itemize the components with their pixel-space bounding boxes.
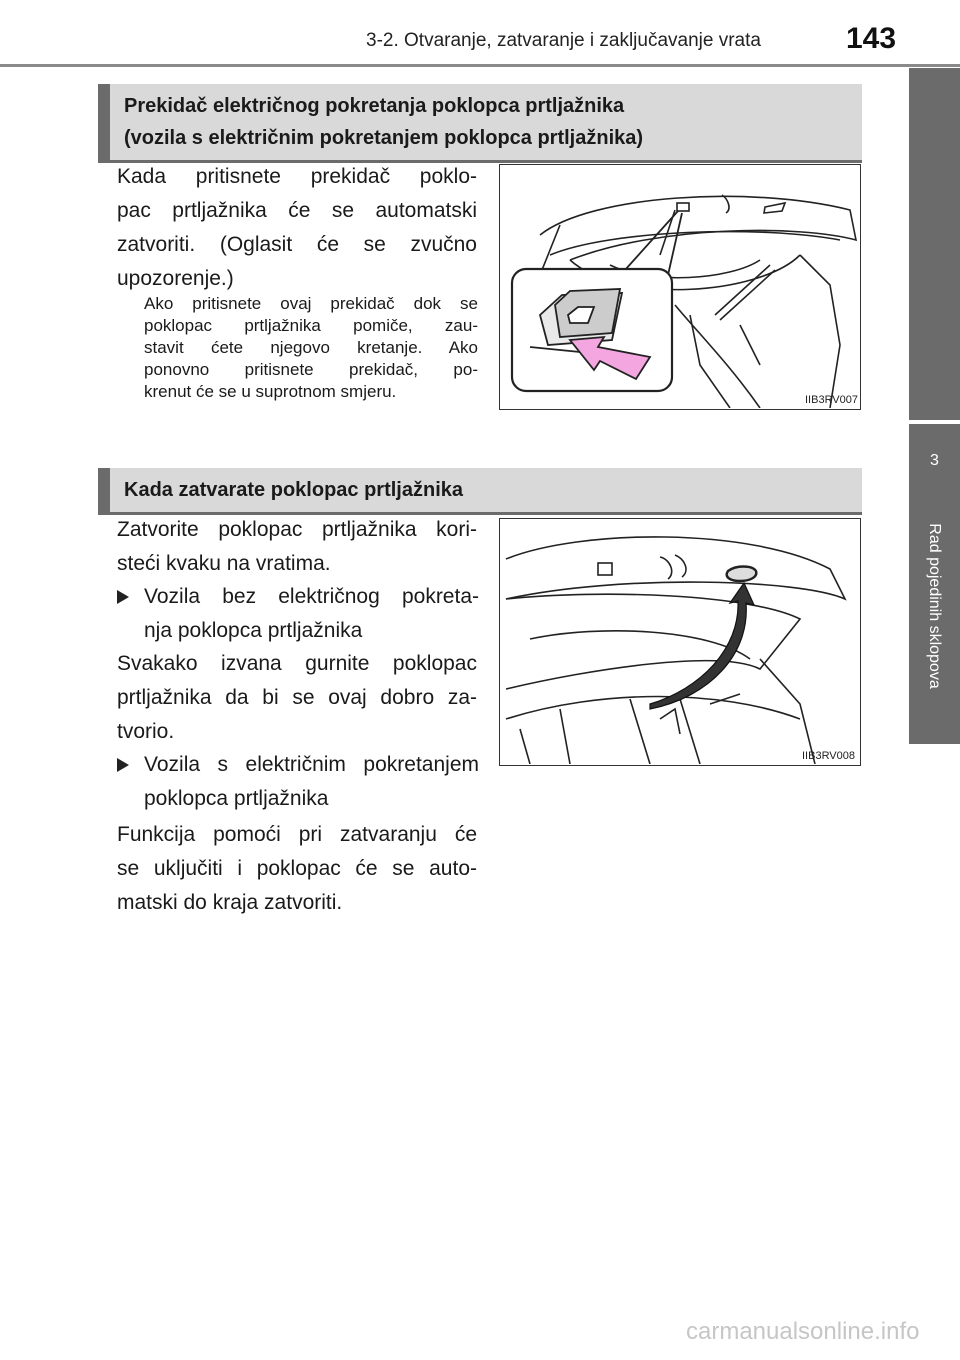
power-switch-note xyxy=(144,293,478,403)
watermark: carmanualsonline.info xyxy=(686,1318,920,1345)
paragraph-line: matski do kraja zatvoriti. xyxy=(117,891,343,914)
side-tab-upper xyxy=(909,68,960,420)
page-number: 143 xyxy=(846,22,897,55)
bullet-line: poklopca prtljažnika xyxy=(144,787,329,810)
paragraph-line: Zatvorite poklopac prtljažnika kori- xyxy=(117,518,477,541)
note-line: krenut će se u suprotnom smjeru. xyxy=(144,382,397,401)
closing-intro xyxy=(117,513,477,581)
section-heading-closing xyxy=(98,468,862,515)
figure-closing-handle xyxy=(499,518,861,766)
paragraph-line: Svakako izvana gurnite poklopac xyxy=(117,652,477,675)
tailgate-handle-illustration xyxy=(500,519,859,764)
bullet-triangle-icon xyxy=(117,758,129,772)
note-line: ponovno pritisnete prekidač, po- xyxy=(144,360,478,379)
figure-code-2: IIB3RV008 xyxy=(802,750,856,762)
paragraph-line: se uključiti i poklopac će se auto- xyxy=(117,857,477,880)
bullet-line: nja poklopca prtljažnika xyxy=(144,619,363,642)
bullet-line: Vozila s električnim pokretanjem xyxy=(144,753,479,776)
note-line: Ako pritisnete ovaj prekidač dok se xyxy=(144,294,478,313)
paragraph-line: upozorenje.) xyxy=(117,267,234,290)
section-heading-line1: Prekidač električnog pokretanja poklopca prtljažnika xyxy=(124,95,625,117)
note-line: poklopac prtljažnika pomiče, zau- xyxy=(144,316,478,335)
paragraph-line: steći kvaku na vratima. xyxy=(117,552,331,575)
paragraph-line: Kada pritisnete prekidač poklo- xyxy=(117,165,477,188)
note-line: stavit ćete njegovo kretanje. Ako xyxy=(144,338,478,357)
power-switch-paragraph xyxy=(117,160,477,296)
door-handle-icon xyxy=(727,567,757,582)
pull-arrow-icon xyxy=(650,583,754,709)
paragraph-line: prtljažnika da bi se ovaj dobro za- xyxy=(117,686,477,709)
running-header: 3-2. Otvaranje, zatvaranje i zaključavanje vrata xyxy=(366,30,761,51)
figure-code-1: IIB3RV007 xyxy=(805,394,859,406)
paragraph-line: zatvoriti. (Oglasit će se zvučno xyxy=(117,233,477,256)
section-heading-power-switch xyxy=(98,84,862,163)
bullet-line: Vozila bez električnog pokreta- xyxy=(144,585,479,608)
bullet-with-power xyxy=(117,748,479,816)
closing-assist-paragraph xyxy=(117,818,477,920)
paragraph-line: tvorio. xyxy=(117,720,175,743)
chapter-label: Rad pojedinih sklopova xyxy=(926,523,943,689)
figure-power-switch xyxy=(499,164,861,410)
paragraph-line: pac prtljažnika će se automatski xyxy=(117,199,477,222)
closing-push-paragraph xyxy=(117,647,477,749)
tailgate-switch-illustration xyxy=(500,165,859,408)
paragraph-line: Funkcija pomoći pri zatvaranju će xyxy=(117,823,477,846)
bullet-triangle-icon xyxy=(117,590,129,604)
section-heading-text: Kada zatvarate poklopac prtljažnika xyxy=(124,479,464,501)
bullet-no-power xyxy=(117,580,479,648)
section-heading-line2: (vozila s električnim pokretanjem poklopca prtljažnika) xyxy=(124,127,644,149)
chapter-number: 3 xyxy=(909,452,960,470)
header-rule xyxy=(0,64,960,67)
